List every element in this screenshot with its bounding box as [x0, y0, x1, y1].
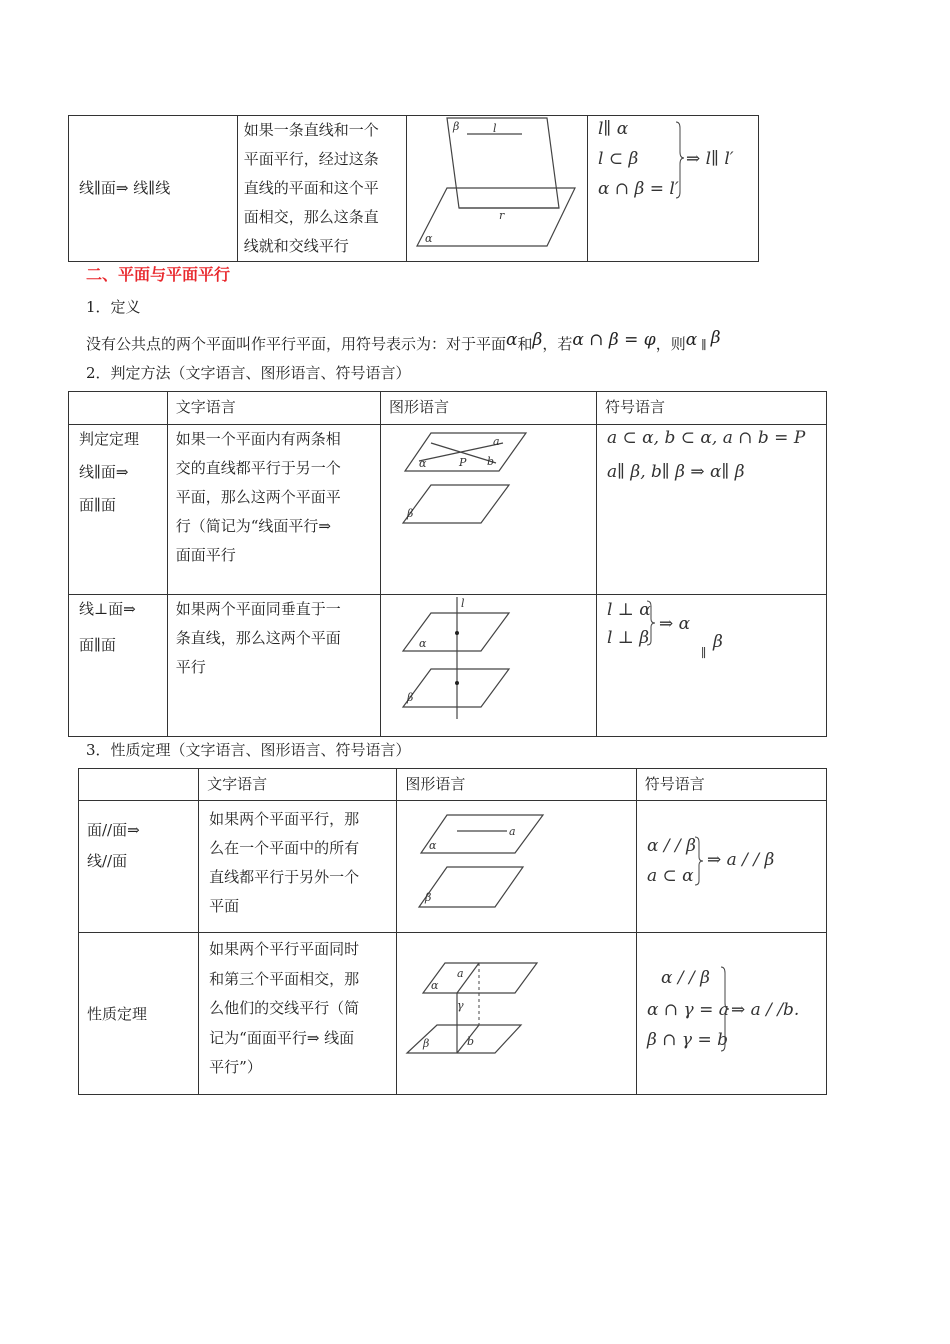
s2-header	[69, 392, 168, 425]
s2-row2-result-par: ∥	[701, 646, 707, 660]
s3-row1-figure	[397, 801, 636, 933]
s3-row1-sym	[637, 801, 823, 901]
s1-alpha: α	[506, 330, 518, 350]
s3-row2-text	[199, 933, 397, 1095]
s2-row2-name-line: 线⊥面⇒	[79, 600, 136, 618]
s2-fig1-a: a	[493, 435, 500, 448]
s2-row2-sym1: l ⊥ α	[607, 600, 651, 620]
s2-fig1-b: b	[487, 455, 495, 468]
s3-fig2-b: b	[467, 1035, 475, 1048]
s1-par: ∥	[701, 338, 707, 352]
s2-row1-figure	[381, 425, 597, 595]
s3-row1-text	[199, 801, 397, 933]
s3-fig2-gamma: γ	[457, 999, 464, 1012]
top-symbol-cell	[588, 116, 759, 262]
s3-row1-name-line: 面//面⇒	[87, 821, 140, 839]
s3-row1-sym1: α / / β	[646, 836, 696, 856]
s2-header: 符号语言	[597, 392, 827, 425]
top-text-line: 直线的平面和这个平	[243, 179, 379, 197]
top-text-cell	[237, 116, 406, 262]
top-text-line: 线就和交线平行	[243, 237, 349, 255]
top-fig-r: r	[499, 209, 505, 222]
s3-row2-text-line: 和第三个平面相交，那	[209, 969, 360, 988]
s3-row2-figure	[397, 933, 636, 1095]
s3-row2-sym	[637, 933, 823, 1073]
s3-row2-sym3: β ∩ γ = b	[646, 1030, 728, 1050]
s1-title: 1．定义	[86, 298, 141, 316]
s3-row1-text-line: 直线都平行于另外一个	[209, 868, 360, 886]
s2-row1-sym2: a∥ β, b∥ β ⇒ α∥ β	[607, 462, 745, 482]
s2-fig1-P: P	[459, 456, 467, 469]
s2-row2-name-line: 面∥面	[79, 636, 116, 654]
top-table	[68, 115, 759, 262]
s2-row1-name	[69, 425, 168, 595]
top-symbol	[588, 116, 756, 216]
s3-row2-text-line: 如果两个平行平面同时	[209, 940, 360, 958]
s3-fig2-a: a	[457, 967, 464, 980]
s2-fig1-alpha: α	[419, 457, 427, 470]
s1-he: 和	[517, 335, 533, 353]
s3-fig1-alpha: α	[429, 839, 437, 852]
s3-row2-name-line: 性质定理	[87, 1005, 148, 1023]
s1-ruo: ，若	[542, 335, 573, 353]
top-fig-l: l	[493, 122, 497, 135]
s2-row1-name-line: 判定定理	[79, 430, 140, 448]
s3-fig1-beta: β	[425, 891, 432, 904]
s3-row2-text-line: 记为“面面平行⇒ 线面	[209, 1028, 355, 1047]
s2-row2-figure	[381, 595, 597, 737]
top-figure	[407, 116, 585, 256]
s3-row2-sym1: α / / β	[660, 968, 710, 988]
s3-row1-fig	[397, 801, 633, 931]
s2-table	[68, 391, 827, 737]
s2-row2-text-line: 平行	[175, 658, 206, 676]
s2-row2-text-line: 条直线，那么这两个平面	[175, 629, 341, 647]
s2-row1-text-line: 如果一个平面内有两条相	[175, 430, 341, 448]
s2-row1-text-line: 平面，那么这两个平面平	[175, 488, 341, 506]
s2-fig2-alpha: α	[419, 637, 427, 650]
top-text-line: 如果一条直线和一个	[243, 121, 379, 139]
s2-fig2-beta: β	[407, 691, 414, 704]
s2-row1-name-line: 面∥面	[79, 496, 116, 514]
s2-title: 2．判定方法（文字语言、图形语言、符号语言）	[86, 364, 411, 382]
top-sym-line: α ∩ β = l′	[598, 179, 679, 199]
s2-row2-text-line: 如果两个平面同垂直于一	[175, 600, 341, 618]
s1-def-prefix: 没有公共点的两个平面叫作平行平面，用符号表示为：对于平面	[86, 335, 507, 353]
s3-row1-text-line: 平面	[209, 897, 240, 915]
s3-row2-name	[79, 933, 199, 1095]
s3-row2-symbol	[636, 933, 826, 1095]
s2-row1-symbol	[597, 425, 827, 595]
s3-title: 3．性质定理（文字语言、图形语言、符号语言）	[86, 741, 411, 759]
s1-conclusion-a: α	[685, 330, 698, 350]
s3-fig2-beta: β	[423, 1037, 430, 1050]
s2-row2-name	[69, 595, 168, 737]
top-name-cell	[69, 116, 238, 262]
s3-row2-text-line: 平行”）	[209, 1058, 262, 1076]
top-sym-line: l∥ α	[598, 119, 629, 139]
s3-row2-sym2: α ∩ γ = a	[646, 1000, 729, 1020]
s3-row1-result: ⇒ a / / β	[706, 850, 774, 870]
s1-conclusion-b: β	[710, 328, 721, 348]
s2-row1-text	[167, 425, 380, 595]
s2-row2-sym2: l ⊥ β	[607, 628, 650, 648]
s1-ze: ，则	[655, 335, 686, 353]
top-sym-line: l ⊂ β	[598, 149, 639, 169]
s3-row1-name	[79, 801, 199, 933]
s2-row1-fig	[381, 425, 593, 555]
s2-row2-fig	[381, 595, 593, 735]
s2-row1-text-line: 行（简记为“线面平行⇒	[175, 517, 331, 535]
s2-fig2-l: l	[461, 597, 465, 610]
s3-row1-text-line: 如果两个平面平行，那	[209, 810, 360, 828]
s2-row1-sym1: a ⊂ α, b ⊂ α, a ∩ b = P	[607, 428, 806, 448]
s3-header	[79, 769, 199, 801]
s3-row2-fig	[397, 933, 633, 1091]
s2-header: 文字语言	[167, 392, 380, 425]
s3-row2-text-line: 么他们的交线平行（简	[209, 999, 360, 1017]
s1-definition	[86, 328, 721, 354]
s2-row2-result-b: β	[713, 632, 723, 652]
s2-row2-symbol	[597, 595, 827, 737]
s3-header: 文字语言	[199, 769, 397, 801]
s3-row1-symbol	[636, 801, 826, 933]
top-figure-cell	[407, 116, 588, 262]
s2-row2-text	[167, 595, 380, 737]
s3-row2-result: ⇒ a / /b.	[730, 1000, 800, 1020]
top-fig-alpha: α	[425, 232, 433, 245]
top-name: 线∥面⇒ 线∥线	[79, 179, 171, 197]
s1-beta: β	[532, 330, 543, 350]
s2-row1-name-line: 线∥面⇒	[79, 463, 129, 481]
s1-cond: α ∩ β = φ	[572, 330, 656, 350]
s3-header: 符号语言	[636, 769, 826, 801]
s2-header: 图形语言	[381, 392, 597, 425]
s3-row1-name-line: 线//面	[87, 852, 128, 870]
s2-row1-text-line: 面面平行	[175, 546, 236, 564]
s2-row2-result-a: ⇒ α	[659, 614, 691, 634]
top-fig-beta: β	[453, 120, 460, 133]
s2-fig1-beta: β	[407, 507, 414, 520]
s2-row1-text-line: 交的直线都平行于另一个	[175, 459, 341, 477]
section-title: 二、平面与平面平行	[86, 265, 231, 284]
top-text-line: 面相交，那么这条直	[243, 208, 379, 226]
s3-fig1-a: a	[509, 825, 516, 838]
top-sym-result: ⇒ l∥ l′	[686, 149, 734, 169]
s2-row1-sym	[597, 425, 823, 495]
s3-header: 图形语言	[397, 769, 636, 801]
top-text-line: 平面平行，经过这条	[243, 150, 379, 168]
s3-row1-text-line: 么在一个平面中的所有	[209, 839, 360, 857]
s2-row2-sym	[597, 595, 823, 665]
s3-table	[78, 768, 827, 1095]
s3-fig2-alpha: α	[431, 979, 439, 992]
s3-row1-sym2: a ⊂ α	[646, 866, 694, 886]
